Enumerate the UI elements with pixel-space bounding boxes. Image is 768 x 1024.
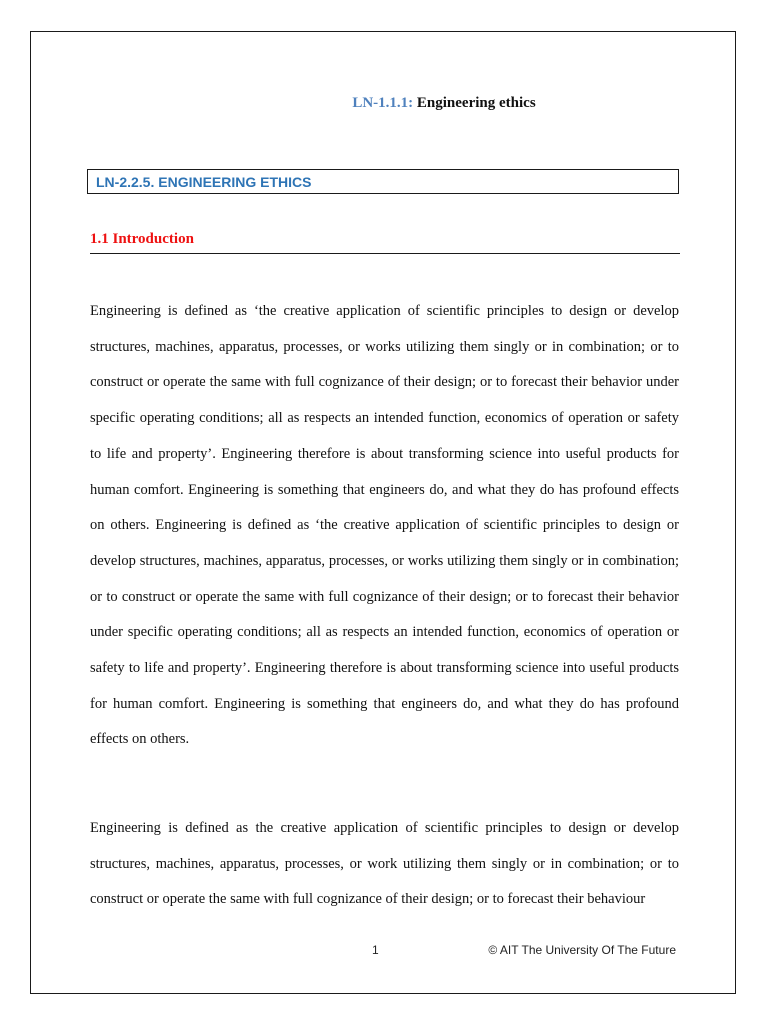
body-paragraph-2: Engineering is defined as the creative application of scientific principles to design or develop structures, machines, apparatus, processes, or work utilizing them singly or in combination; or to construct or operate the same with full cognizance of their design; or to forecast their behaviour (90, 820, 679, 908)
intro-heading: 1.1 Introduction (90, 231, 680, 254)
footer-copyright: © AIT The University Of The Future (488, 943, 676, 957)
document-header (0, 95, 768, 112)
section-title: LN-2.2.5. ENGINEERING ETHICS (87, 169, 679, 194)
header-title: Engineering ethics (416, 95, 536, 111)
body-paragraph-1: Engineering is defined as ‘the creative application of scientific principles to design or develop structures, machines, apparatus, processes, or works utilizing them singly or in combination; or to construct or operate the same with full cognizance of their design; or to forecast their behavior under specific operating conditions; all as respects an intended function, economics of operation or safety to life and property’. Engineering therefore is about transforming science into useful products for human comfort. Engineering is something that engineers do, and what they do has profound effects on others. Engineering is defined as ‘the creative application of scientific principles to design or develop structures, machines, apparatus, processes, or works utilizing them singly or in combination; or to construct or operate the same with full cognizance of their design; or to forecast their behavior under specific operating conditions; all as respects an intended function, economics of operation or safety to life and property’. Engineering therefore is about transforming science into useful products for human comfort. Engineering is something that engineers do, and what they do has profound effects on others. (90, 303, 679, 748)
header-code: LN-1.1.1: (352, 95, 414, 111)
page-number: 1 (372, 943, 379, 957)
